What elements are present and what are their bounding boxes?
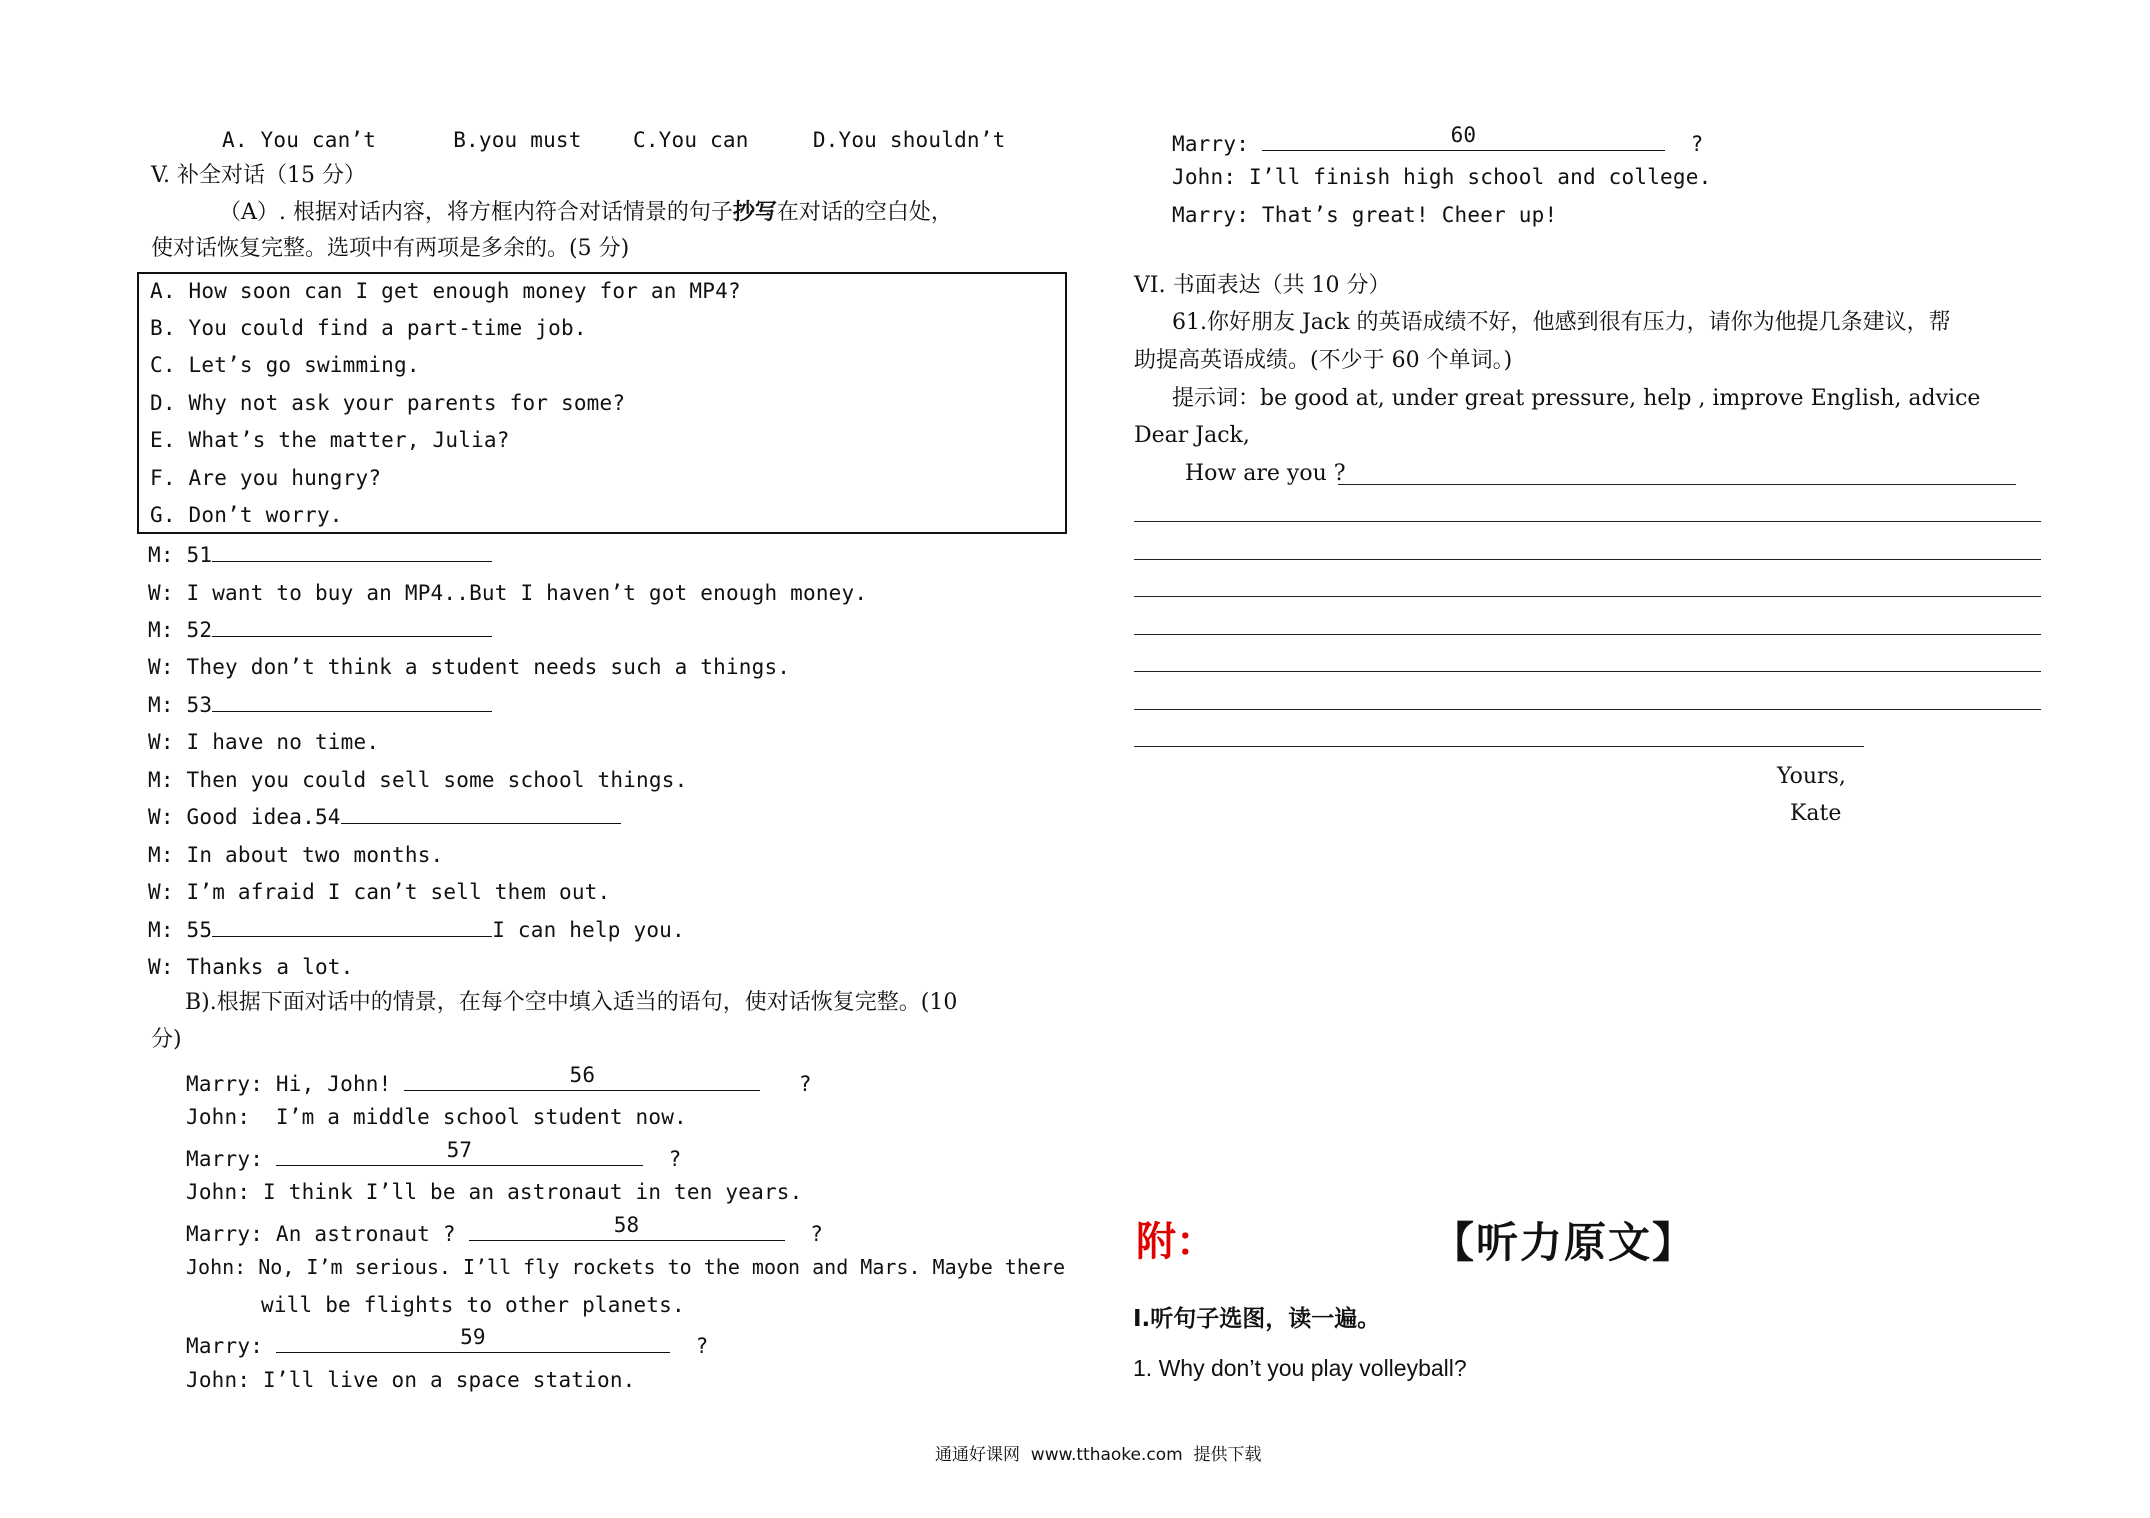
option-b: B.you must: [453, 128, 582, 152]
blank-60[interactable]: 60: [1262, 126, 1665, 151]
writing-line-4[interactable]: [1134, 634, 2041, 635]
writing-line-5[interactable]: [1134, 671, 2041, 672]
section6-prompt-line1: 61.你好朋友 Jack 的英语成绩不好，他感到很有压力，请你为他提几条建议，帮: [1172, 310, 1951, 335]
writing-line-1[interactable]: [1134, 521, 2041, 522]
blank-54[interactable]: [379, 803, 559, 824]
dialogue-w3: W: I have no time.: [148, 730, 380, 754]
box-option-f: F. Are you hungry?: [150, 466, 382, 490]
part-b-line-john1: John: I’m a middle school student now.: [186, 1105, 687, 1129]
option-d: D.You shouldn’t: [812, 128, 1006, 152]
part-b-line-john4: John: I’ll live on a space station.: [186, 1368, 636, 1392]
part-b-line56: Marry: Hi, John! 56 ?: [186, 1063, 812, 1096]
writing-line-3[interactable]: [1134, 596, 2041, 597]
dialogue-m55: M: 55 I can help you.: [148, 918, 685, 942]
writing-line-0[interactable]: [1338, 484, 2016, 485]
part-b-instruction-line2: 分): [151, 1027, 182, 1052]
box-option-d: D. Why not ask your parents for some?: [150, 391, 626, 415]
section5-title: V. 补全对话（15 分）: [151, 163, 367, 188]
page-footer: 通通好课网 www.tthaoke.com 提供下载: [935, 1445, 1262, 1465]
blank-56[interactable]: 56: [404, 1066, 760, 1091]
blank-52[interactable]: [250, 616, 430, 637]
writing-line-6[interactable]: [1134, 709, 2041, 710]
blank-57[interactable]: 57: [276, 1141, 643, 1166]
box-option-e: E. What’s the matter, Julia?: [150, 428, 510, 452]
dialogue-w54: W: Good idea.54: [148, 803, 621, 833]
dialogue-w1: W: I want to buy an MP4..But I haven’t got enough money.: [148, 581, 868, 605]
dialogue-m52: M: 52: [148, 616, 492, 646]
section6-hint: 提示词：be good at, under great pressure, help , improve English, advice: [1172, 386, 1981, 411]
dialogue-w5: W: I’m afraid I can’t sell them out.: [148, 880, 611, 904]
listening-section1-title: I.听句子选图，读一遍。: [1133, 1306, 1381, 1332]
part-b-line-john2: John: I think I’ll be an astronaut in ten years.: [186, 1180, 803, 1204]
blank-53[interactable]: [250, 691, 430, 712]
dialogue-m3: M: Then you could sell some school things.: [148, 768, 688, 792]
listening-question-1: 1. Why don’t you play volleyball?: [1133, 1355, 1467, 1381]
copy-keyword: 抄写: [732, 199, 777, 225]
part-a-instruction-line2: 使对话恢复完整。选项中有两项是多余的。(5 分): [151, 236, 630, 261]
dialogue-m4: M: In about two months.: [148, 843, 444, 867]
box-option-c: C. Let’s go swimming.: [150, 353, 420, 377]
part-a-instruction-line1: （A）. 根据对话内容，将方框内符合对话情景的句子抄写在对话的空白处，: [219, 199, 953, 225]
part-b-line59: Marry: 59 ?: [186, 1325, 709, 1358]
section4-options-row: [222, 126, 1005, 156]
box-option-a: A. How soon can I get enough money for an MP4?: [150, 279, 741, 303]
dialogue-w2: W: They don’t think a student needs such a things.: [148, 655, 791, 679]
part-b-line-john3a: John: No, I’m serious. I’ll fly rockets to the moon and Mars. Maybe there: [186, 1255, 1065, 1279]
appendix-label: 附：: [1136, 1219, 1216, 1265]
blank-51[interactable]: [250, 541, 430, 562]
blank-59[interactable]: 59: [276, 1328, 670, 1353]
blank-55[interactable]: [250, 916, 430, 937]
box-option-g: G. Don’t worry.: [150, 503, 343, 527]
section6-prompt-line2: 助提高英语成绩。(不少于 60 个单词。): [1134, 348, 1513, 373]
letter-signature: Kate: [1790, 801, 1842, 826]
part-b-line58: Marry: An astronaut ? 58 ?: [186, 1213, 824, 1246]
dialogue-m51: M: 51: [148, 541, 492, 571]
dialogue-m53: M: 53: [148, 691, 492, 721]
section6-title: VI. 书面表达（共 10 分）: [1134, 273, 1391, 298]
writing-line-2[interactable]: [1134, 559, 2041, 560]
option-c: C.You can: [633, 128, 749, 152]
letter-greeting: Dear Jack,: [1134, 423, 1250, 448]
box-option-b: B. You could find a part-time job.: [150, 316, 587, 340]
part-b-line-marry-final: Marry: That’s great! Cheer up!: [1172, 203, 1558, 227]
part-b-line-john3b: will be flights to other planets.: [261, 1293, 685, 1317]
writing-line-7[interactable]: [1134, 746, 1864, 747]
option-a: A. You can’t: [222, 128, 377, 152]
part-b-line60: Marry: 60 ?: [1172, 123, 1704, 156]
letter-signoff: Yours,: [1777, 764, 1846, 789]
part-b-line-john5: John: I’ll finish high school and college.: [1172, 165, 1712, 189]
listening-script-title: 【听力原文】: [1432, 1218, 1697, 1267]
part-b-instruction-line1: B).根据下面对话中的情景，在每个空中填入适当的语句，使对话恢复完整。(10: [185, 990, 958, 1015]
part-b-line57: Marry: 57 ?: [186, 1138, 682, 1171]
blank-58[interactable]: 58: [469, 1216, 785, 1241]
letter-opening: How are you ?: [1185, 461, 1346, 486]
dialogue-w6: W: Thanks a lot.: [148, 955, 354, 979]
